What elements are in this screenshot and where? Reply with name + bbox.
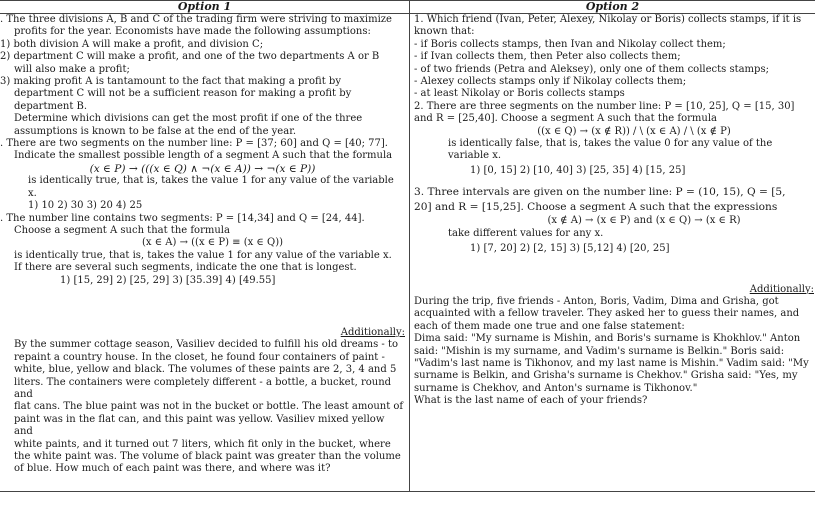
text-line: is identically true, that is, takes the value 1 for any value of the variable x. xyxy=(14,249,392,261)
text-line: take different values for any x. xyxy=(448,227,604,239)
text-line: - at least Nikolay or Boris collects stamps xyxy=(414,88,625,100)
text-line: liters. The containers were completely different - a bottle, a bucket, round and xyxy=(14,376,392,400)
text-line: known that: xyxy=(414,26,475,38)
text-line: and R = [25,40]. Choose a segment A such that the formula xyxy=(414,113,717,125)
spacer xyxy=(414,256,814,284)
option-2-heading: Option 2 xyxy=(585,0,640,13)
text-line: If there are several such segments, indicate the one that is longest. xyxy=(14,262,357,274)
text-line: flat cans. The blue paint was not in the bucket or bottle. The least amount of xyxy=(14,401,404,413)
spacer xyxy=(0,287,405,327)
text-line: 3. Three intervals are given on the number line: P = (10, 15), Q = [5, xyxy=(414,186,786,199)
text-line: assumptions is known to be false at the end of the year. xyxy=(14,125,297,137)
option-1-heading: Option 1 xyxy=(177,0,232,13)
option-1-column xyxy=(0,14,405,476)
task-2-right xyxy=(414,101,814,177)
text-line: department B. xyxy=(14,100,88,112)
text-line: - Alexey collects stamps only if Nikolay collects them; xyxy=(414,76,687,88)
text-line: - of two friends (Petra and Alekseу), only one of them collects stamps; xyxy=(414,63,769,75)
text-line: will also make a profit; xyxy=(14,63,130,75)
text-line: - if Boris collects stamps, then Ivan and Nikolay collect them; xyxy=(414,38,726,50)
text-line: - if Ivan collects them, then Peter also collects them; xyxy=(414,51,681,63)
additional-task-right xyxy=(414,284,814,408)
text-line: the white paint was. The volume of black paint was greater than the volume xyxy=(14,451,401,462)
text-line: . The number line contains two segments: P = [14,34] and Q = [24, 44]. xyxy=(0,212,365,224)
additional-task-left xyxy=(0,327,405,476)
option-2-column xyxy=(414,14,814,408)
task-1-left xyxy=(0,14,405,138)
text-line: is identically true, that is, takes the value 1 for any value of the variable xyxy=(28,175,394,187)
answer-options: 1) [15, 29] 2) [25, 29] 3) [35.39] 4) [49.55] xyxy=(60,274,276,286)
text-line: 1) both division A will make a profit, and division C; xyxy=(0,38,264,50)
additionally-label: Additionally: xyxy=(749,283,814,295)
text-line: department C will not be a sufficient reason for making a profit by xyxy=(14,88,352,100)
additionally-label: Additionally: xyxy=(340,326,405,338)
answer-options: 1) 10 2) 30 3) 20 4) 25 xyxy=(28,200,143,212)
text-line: "Vadim's last name is Tikhonov, and my last name is Mishin." Vadim said: "My xyxy=(414,357,809,369)
task-3-left xyxy=(0,213,405,287)
text-line: . The three divisions A, B and C of the trading firm were striving to maximize xyxy=(0,14,392,25)
text-line: Choose a segment A such that the formula xyxy=(14,224,230,236)
answer-options: 1) [7, 20] 2) [2, 15] 3) [5,12] 4) [20, 25] xyxy=(470,243,670,255)
text-line: white, blue, yellow and black. The volumes of these paints are 2, 3, 4 and 5 xyxy=(14,364,397,376)
formula: (x ∈ P) → (((x ∈ Q) ∧ ¬(x ∈ A)) → ¬(x ∈ P)) xyxy=(89,162,316,175)
text-line: surname is Chekhov, and Anton's surname is Tikhonov." xyxy=(414,382,698,394)
text-line: By the summer cottage season, Vasiliev decided to fulfill his old dreams - to xyxy=(14,339,398,351)
text-line: of blue. How much of each paint was there, and where was it? xyxy=(14,463,331,475)
text-line: Determine which divisions can get the most profit if one of the three xyxy=(14,113,363,125)
text-line: Indicate the smallest possible length of a segment A such that the formula xyxy=(14,150,393,162)
text-line: Dima said: "My surname is Mishin, and Boris's surname is Khokhlov." Anton xyxy=(414,333,801,345)
text-line: During the trip, five friends - Anton, Boris, Vadim, Dima and Grisha, got xyxy=(414,295,779,307)
text-line: acquainted with a fellow traveler. They asked her to guess their names, and xyxy=(414,308,800,320)
text-line: x. xyxy=(28,187,37,199)
text-line: surname is Belkin, and Grisha's surname is Chekhov." Grisha said: "Yes, my xyxy=(414,370,798,382)
text-line: 3) making profit A is tantamount to the fact that making a profit by xyxy=(0,76,341,88)
text-line: is identically false, that is, takes the value 0 for any value of the xyxy=(448,138,773,150)
text-line: white paints, and it turned out 7 liters, which fit only in the bucket, where xyxy=(14,438,391,450)
text-line: 1. Which friend (Ivan, Peter, Alexey, Nikolay or Boris) collects stamps, if it is xyxy=(414,14,802,25)
task-3-right xyxy=(414,185,814,255)
formula: ((x ∈ Q) → (x ∉ R)) / \ (x ∈ A) / \ (x ∉ P) xyxy=(537,125,731,137)
text-line: What is the last name of each of your friends? xyxy=(414,395,648,407)
text-line: 2. There are three segments on the number line: P = [10, 25], Q = [15, 30] xyxy=(414,100,795,112)
text-line: said: "Mishin is my surname, and Vadim's surname is Belkin." Boris said: xyxy=(414,345,785,357)
task-1-right xyxy=(414,14,814,101)
column-divider xyxy=(409,1,410,491)
text-line: repaint a country house. In the closet, he found four containers of paint - xyxy=(14,351,385,363)
task-2-left xyxy=(0,138,405,212)
text-line: variable x. xyxy=(448,150,502,162)
text-line: each of them made one true and one false statement: xyxy=(414,320,685,332)
formula: (x ∈ A) → ((x ∈ P) ≡ (x ∈ Q)) xyxy=(141,237,284,249)
text-line: 2) department C will make a profit, and one of the two departments A or B xyxy=(0,51,380,63)
formula: (x ∉ A) → (x ∈ P) and (x ∈ Q) → (x ∈ R) xyxy=(547,215,741,227)
text-line: 20] and R = [15,25]. Choose a segment A such that the expressions xyxy=(414,201,778,214)
text-line: . There are two segments on the number line: P = [37; 60] and Q = [40; 77]. xyxy=(0,138,388,150)
answer-options: 1) [0, 15] 2) [10, 40] 3) [25, 35] 4) [15, 25] xyxy=(470,164,686,176)
text-line: paint was in the flat can, and this paint was yellow. Vasiliev mixed yellow and xyxy=(14,413,385,438)
text-line: profits for the year. Economists have made the following assumptions: xyxy=(14,26,371,38)
